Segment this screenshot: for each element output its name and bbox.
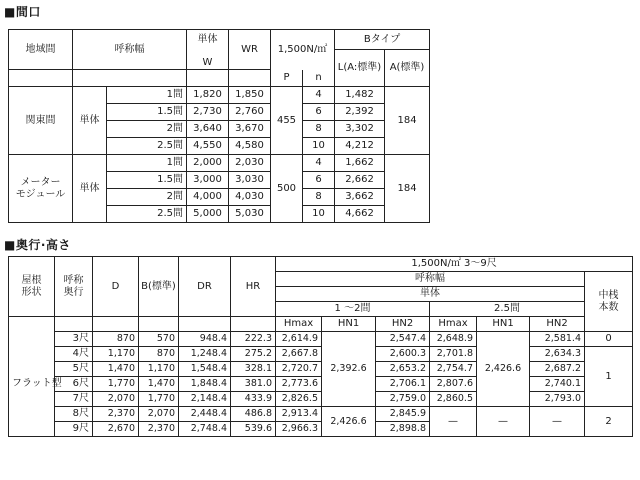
hmax1-cell: 2,667.8: [276, 347, 322, 362]
hn1-range2: 2,426.6: [477, 332, 530, 407]
mid-cell: 1: [585, 347, 633, 407]
d-cell: 2,070: [93, 392, 139, 407]
frontage-table: [8, 29, 430, 223]
wr-cell: 4,580: [229, 138, 271, 155]
d-cell: 1,770: [93, 377, 139, 392]
size-cell: 2.5間: [107, 206, 187, 223]
b-cell: 570: [139, 332, 179, 347]
depth-cell: 8尺: [55, 407, 93, 422]
hn2-2-cell: 2,793.0: [530, 392, 585, 407]
header-b: B(標準): [139, 257, 179, 317]
l-cell: 1,662: [335, 155, 385, 172]
n-cell: 4: [303, 87, 335, 104]
header-n: n: [303, 70, 335, 87]
n-cell: 8: [303, 189, 335, 206]
region-label: 関東間: [9, 87, 73, 155]
depth-height-table: [8, 256, 633, 437]
header-hr: HR: [231, 257, 276, 317]
header-load: 1,500N/㎡ 3～9尺: [276, 257, 633, 272]
hn2-1-cell: 2,759.0: [376, 392, 430, 407]
n-cell: 6: [303, 172, 335, 189]
wr-cell: 5,030: [229, 206, 271, 223]
header-mid: 中桟 本数: [585, 272, 633, 332]
header-unit-body: 単体: [187, 30, 229, 50]
n-cell: 4: [303, 155, 335, 172]
wr-cell: 3,030: [229, 172, 271, 189]
header-hmax: Hmax: [276, 317, 322, 332]
hmax1-cell: 2,826.5: [276, 392, 322, 407]
hmax2-cell: 2,807.6: [430, 377, 477, 392]
header-btype: Bタイプ: [335, 30, 430, 50]
wr-cell: 2,760: [229, 104, 271, 121]
dr-cell: 948.4: [179, 332, 231, 347]
n-cell: 10: [303, 138, 335, 155]
type-label: 単体: [73, 87, 107, 155]
header-nominal-width: 呼称幅: [276, 272, 585, 287]
header-hn1: HN1: [322, 317, 376, 332]
b-cell: 2,070: [139, 407, 179, 422]
hn2-2-cell: 2,740.1: [530, 377, 585, 392]
w-cell: 2,000: [187, 155, 229, 172]
hn2-2-cell: 2,687.2: [530, 362, 585, 377]
wr-cell: 3,670: [229, 121, 271, 138]
w-cell: 5,000: [187, 206, 229, 223]
n-cell: 8: [303, 121, 335, 138]
hr-cell: 381.0: [231, 377, 276, 392]
dr-cell: 1,248.4: [179, 347, 231, 362]
hr-cell: 433.9: [231, 392, 276, 407]
hn2-1-cell: 2,547.4: [376, 332, 430, 347]
mid-cell: 2: [585, 407, 633, 437]
header-wr: WR: [229, 30, 271, 70]
n-cell: 6: [303, 104, 335, 121]
hn2-1-cell: 2,653.2: [376, 362, 430, 377]
section-title-depth-height: ■奥行·高さ: [4, 238, 71, 252]
hr-cell: 486.8: [231, 407, 276, 422]
section-title-frontage: ■間口: [4, 5, 41, 19]
hn2-1-cell: 2,898.8: [376, 422, 430, 437]
hmax1-cell: 2,720.7: [276, 362, 322, 377]
hmax1-cell: 2,913.4: [276, 407, 322, 422]
header-roof: 屋根 形状: [9, 257, 55, 317]
size-cell: 2間: [107, 121, 187, 138]
w-cell: 3,000: [187, 172, 229, 189]
size-cell: 2間: [107, 189, 187, 206]
n-cell: 10: [303, 206, 335, 223]
d-cell: 870: [93, 332, 139, 347]
dr-cell: 1,848.4: [179, 377, 231, 392]
d-cell: 2,370: [93, 407, 139, 422]
roof-type: フラット型: [9, 332, 55, 437]
dr-cell: 1,548.4: [179, 362, 231, 377]
p-cell: 455: [271, 87, 303, 155]
hn1-range1: 2,392.6: [322, 332, 376, 407]
hn2-1-cell: 2,845.9: [376, 407, 430, 422]
wr-cell: 2,030: [229, 155, 271, 172]
header-a-std: A(標準): [385, 50, 430, 87]
w-cell: 1,820: [187, 87, 229, 104]
size-cell: 2.5間: [107, 138, 187, 155]
hr-cell: 275.2: [231, 347, 276, 362]
w-cell: 4,550: [187, 138, 229, 155]
header-range-1: 1 ～2間: [276, 302, 430, 317]
header-load: 1,500N/㎡: [271, 30, 335, 70]
hr-cell: 539.6: [231, 422, 276, 437]
dash-hmax2: —: [430, 407, 477, 437]
region-label: メーター モジュール: [9, 155, 73, 223]
a-cell: 184: [385, 155, 430, 223]
wr-cell: 4,030: [229, 189, 271, 206]
d-cell: 1,170: [93, 347, 139, 362]
header-d: D: [93, 257, 139, 317]
header-dr: DR: [179, 257, 231, 317]
b-cell: 1,770: [139, 392, 179, 407]
hr-cell: 222.3: [231, 332, 276, 347]
size-cell: 1.5間: [107, 172, 187, 189]
hmax2-cell: 2,648.9: [430, 332, 477, 347]
hn1-range1-long: 2,426.6: [322, 407, 376, 437]
dr-cell: 2,148.4: [179, 392, 231, 407]
dr-cell: 2,748.4: [179, 422, 231, 437]
b-cell: 2,370: [139, 422, 179, 437]
l-cell: 4,212: [335, 138, 385, 155]
dash-hn2: —: [530, 407, 585, 437]
depth-cell: 3尺: [55, 332, 93, 347]
hn2-1-cell: 2,600.3: [376, 347, 430, 362]
hmax2-cell: 2,860.5: [430, 392, 477, 407]
header-region: 地域間: [9, 30, 73, 70]
b-cell: 870: [139, 347, 179, 362]
hmax1-cell: 2,773.6: [276, 377, 322, 392]
l-cell: 4,662: [335, 206, 385, 223]
l-cell: 3,302: [335, 121, 385, 138]
b-cell: 1,170: [139, 362, 179, 377]
depth-cell: 4尺: [55, 347, 93, 362]
header-depth-name: 呼称 奥行: [55, 257, 93, 317]
size-cell: 1間: [107, 87, 187, 104]
hmax1-cell: 2,614.9: [276, 332, 322, 347]
header-hn1: HN1: [477, 317, 530, 332]
wr-cell: 1,850: [229, 87, 271, 104]
mid-cell: 0: [585, 332, 633, 347]
header-l-std: L(A:標準): [335, 50, 385, 87]
hmax1-cell: 2,966.3: [276, 422, 322, 437]
w-cell: 4,000: [187, 189, 229, 206]
depth-cell: 5尺: [55, 362, 93, 377]
a-cell: 184: [385, 87, 430, 155]
depth-cell: 6尺: [55, 377, 93, 392]
hmax2-cell: 2,754.7: [430, 362, 477, 377]
b-cell: 1,470: [139, 377, 179, 392]
w-cell: 2,730: [187, 104, 229, 121]
header-unit-body-w: W: [187, 50, 229, 70]
l-cell: 1,482: [335, 87, 385, 104]
dash-hn1: —: [477, 407, 530, 437]
type-label: 単体: [73, 155, 107, 223]
header-unit-body: 単体: [276, 287, 585, 302]
header-hmax: Hmax: [430, 317, 477, 332]
size-cell: 1.5間: [107, 104, 187, 121]
d-cell: 2,670: [93, 422, 139, 437]
dr-cell: 2,448.4: [179, 407, 231, 422]
d-cell: 1,470: [93, 362, 139, 377]
header-hn2: HN2: [376, 317, 430, 332]
header-p: P: [271, 70, 303, 87]
w-cell: 3,640: [187, 121, 229, 138]
hn2-2-cell: 2,581.4: [530, 332, 585, 347]
l-cell: 3,662: [335, 189, 385, 206]
hn2-1-cell: 2,706.1: [376, 377, 430, 392]
p-cell: 500: [271, 155, 303, 223]
depth-cell: 9尺: [55, 422, 93, 437]
hmax2-cell: 2,701.8: [430, 347, 477, 362]
l-cell: 2,392: [335, 104, 385, 121]
header-nominal-width: 呼称幅: [73, 30, 187, 70]
header-range-2: 2.5間: [430, 302, 585, 317]
header-hn2: HN2: [530, 317, 585, 332]
hn2-2-cell: 2,634.3: [530, 347, 585, 362]
hr-cell: 328.1: [231, 362, 276, 377]
size-cell: 1間: [107, 155, 187, 172]
depth-cell: 7尺: [55, 392, 93, 407]
l-cell: 2,662: [335, 172, 385, 189]
